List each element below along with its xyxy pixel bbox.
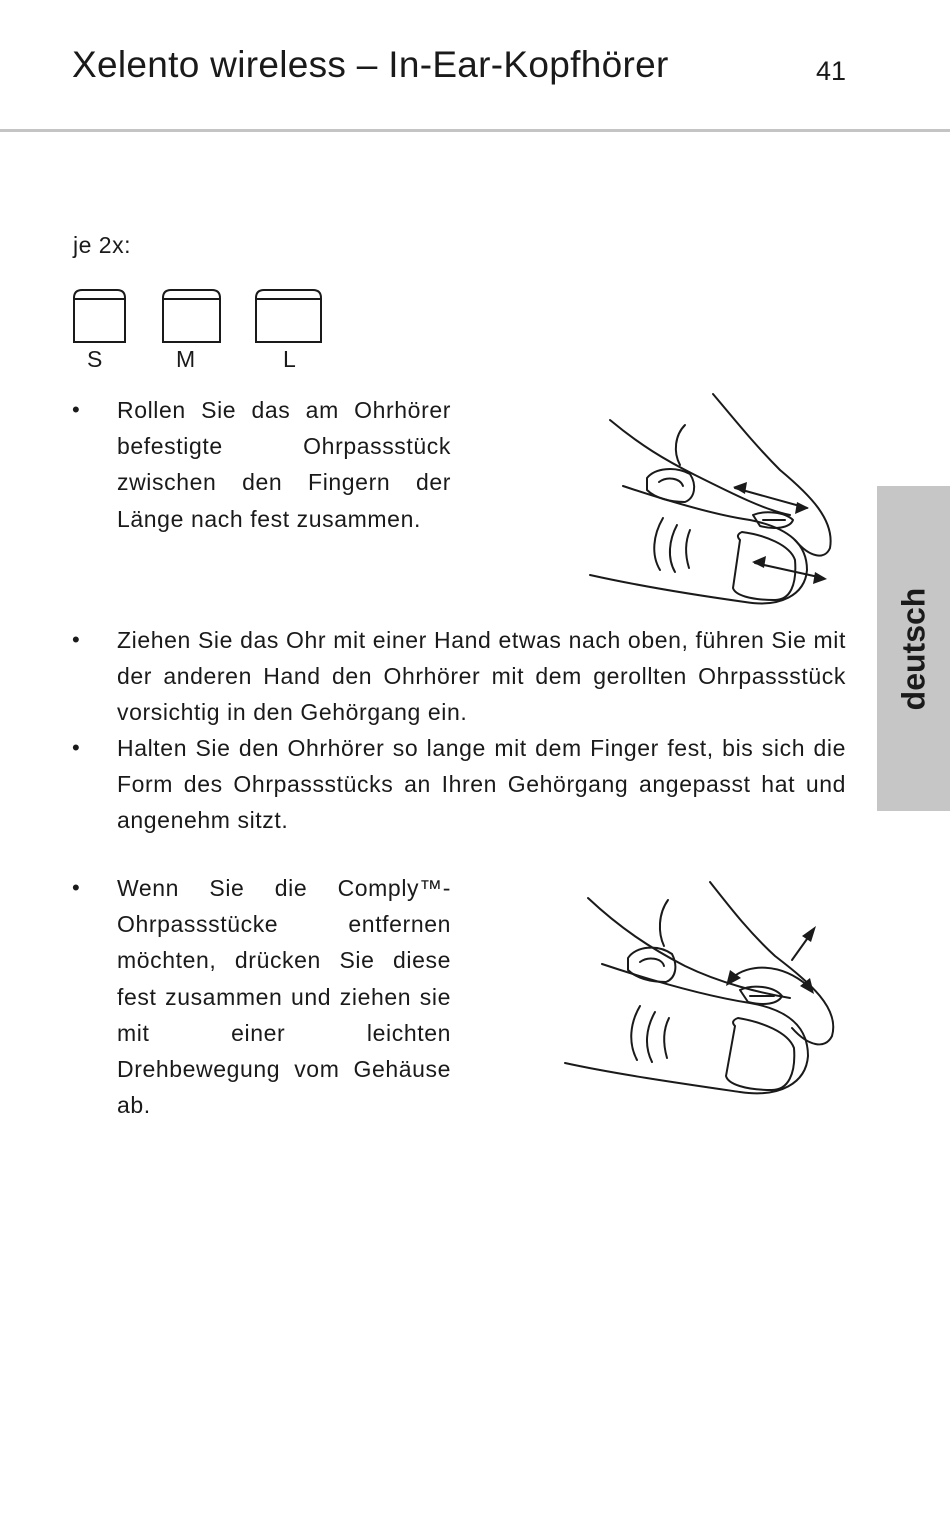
bullet-marker: • — [72, 875, 80, 900]
instruction-hold: Halten Sie den Ohrhörer so lange mit dem Finger fest, bis sich die Form des Ohrpassstücks an Ihren Gehörgang angepasst hat und angenehm sitzt. — [117, 735, 846, 834]
size-label-m: M — [176, 346, 196, 372]
instruction-roll-tip: Rollen Sie das am Ohrhörer befestigte Ohrpassstück zwischen den Fingern der Länge nach fest zusammen. — [117, 397, 451, 532]
language-tab — [877, 486, 950, 811]
header-divider — [0, 129, 950, 132]
instruction-insert: Ziehen Sie das Ohr mit einer Hand etwas nach oben, führen Sie mit der anderen Hand den Ohrhörer mit dem gerollten Ohrpassstück vorsichtig in den Gehörgang ein. — [117, 627, 846, 726]
ear-tip-l-icon — [256, 290, 321, 342]
remove-ear-tip-illustration — [560, 878, 840, 1103]
page-number: 41 — [815, 56, 846, 86]
bullet-marker: • — [72, 397, 80, 422]
ear-tip-s-icon — [74, 290, 125, 342]
language-tab-label: deutsch — [895, 587, 931, 710]
quantity-label: je 2x: — [73, 232, 131, 258]
bullet-marker: • — [72, 735, 80, 760]
page-title: Xelento wireless – In-Ear-Kopfhörer — [72, 44, 669, 85]
instruction-remove: Wenn Sie die Comply™-Ohrpassstücke entfernen möchten, drücken Sie diese fest zusammen und ziehen sie mit einer leichten Drehbewegung vom Gehäuse ab. — [117, 875, 451, 1119]
ear-tip-sizes-icon — [70, 286, 330, 346]
size-label-l: L — [283, 346, 296, 372]
ear-tip-m-icon — [163, 290, 220, 342]
roll-ear-tip-illustration — [585, 390, 835, 615]
bullet-marker: • — [72, 627, 80, 652]
size-label-s: S — [87, 346, 103, 372]
